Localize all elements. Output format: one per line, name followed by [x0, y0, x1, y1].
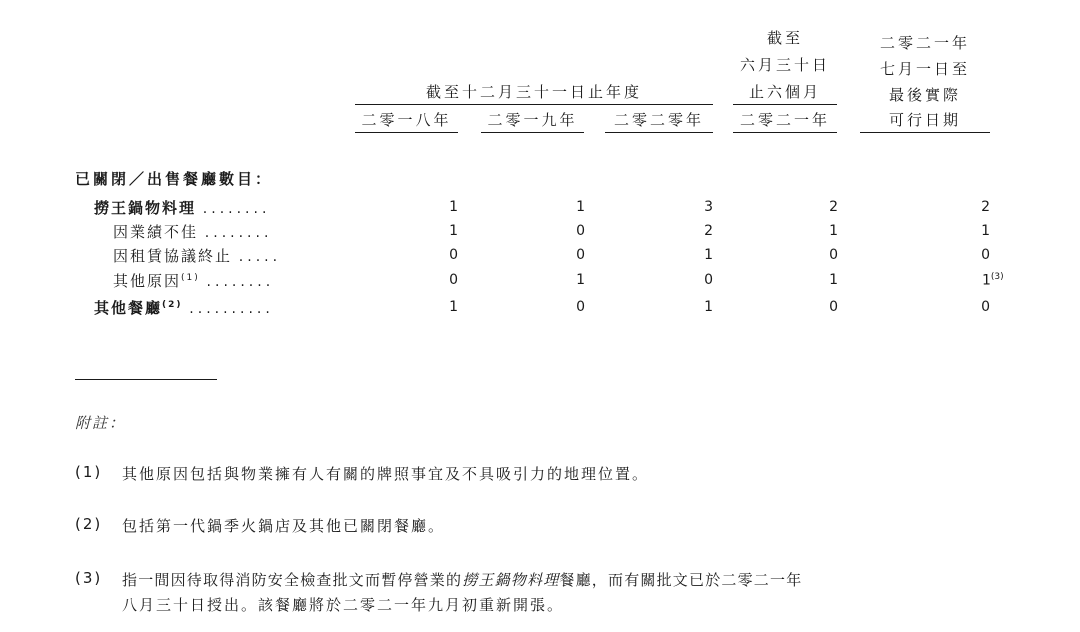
footnote-marker: (1) — [181, 273, 200, 283]
row-label-text: 因業績不佳 — [113, 223, 199, 241]
footnote-3-text — [122, 569, 802, 590]
table-row-label — [113, 270, 274, 291]
table-cell: 1 — [576, 272, 585, 288]
table-cell: 0 — [829, 247, 838, 263]
header-2019: 二零一九年 — [481, 109, 584, 133]
latest-date-header-line1: 二零二一年 — [879, 34, 970, 52]
leader-dots: ........ — [204, 225, 273, 241]
leader-dots: ........ — [206, 274, 275, 290]
six-months-header-line3: 止六個月 — [733, 81, 837, 105]
table-cell: 1 — [829, 272, 838, 288]
footnote-marker: (2) — [162, 300, 183, 310]
table-cell: 0 — [829, 299, 838, 315]
footnote-1-marker: (1) — [75, 463, 103, 481]
year-ended-group-header: 截至十二月三十一日止年度 — [355, 81, 713, 105]
table-cell: 1 — [704, 247, 713, 263]
table-cell: 0 — [449, 272, 458, 288]
table-cell: 1 — [704, 299, 713, 315]
table-cell: 1 — [981, 223, 990, 239]
header-2018: 二零一八年 — [355, 109, 458, 133]
table-cell: 1 — [449, 199, 458, 215]
six-months-header-line2: 六月三十日 — [739, 56, 830, 74]
table-cell: 1 — [449, 223, 458, 239]
footnote-1-text: 其他原因包括與物業擁有人有關的牌照事宜及不具吸引力的地理位置。 — [122, 465, 650, 483]
table-cell: 2 — [829, 199, 838, 215]
section-title: 已關閉／出售餐廳數目： — [75, 170, 274, 188]
header-2021: 二零二一年 — [733, 109, 837, 133]
row-label-text: 因租賃協議終止 — [113, 247, 233, 265]
table-cell: 0 — [981, 299, 990, 315]
notes-title: 附註： — [75, 414, 127, 432]
six-months-header-line1: 截至 — [766, 29, 803, 47]
cell-value: 1 — [982, 272, 991, 289]
table-cell — [982, 272, 1004, 289]
table-cell: 0 — [704, 272, 713, 288]
table-row-label — [94, 197, 270, 218]
table-cell: 1 — [449, 299, 458, 315]
footnote-2-text: 包括第一代鍋季火鍋店及其他已關閉餐廳。 — [122, 517, 446, 535]
table-cell: 0 — [449, 247, 458, 263]
row-label-text: 其他原因 — [113, 272, 182, 290]
notes-divider — [75, 379, 217, 380]
header-2020: 二零二零年 — [605, 109, 713, 133]
table-row-label — [113, 245, 281, 266]
table-cell: 1 — [829, 223, 838, 239]
footnote-2-marker: (2) — [75, 515, 103, 533]
table-cell: 0 — [576, 299, 585, 315]
table-row-label — [94, 297, 274, 318]
leader-dots: ........ — [202, 201, 271, 217]
leader-dots: .......... — [189, 301, 274, 317]
row-label-text: 其他餐廳 — [94, 299, 163, 317]
table-cell: 1 — [576, 199, 585, 215]
footnote-3-brand: 撈王鍋物料理 — [462, 571, 560, 589]
footnote-3-part-a: 指一間因待取得消防安全檢查批文而暫停營業的 — [122, 571, 463, 589]
latest-date-header-line3: 最後實際 — [888, 86, 961, 104]
row-label-text: 撈王鍋物料理 — [94, 199, 197, 217]
table-cell: 0 — [576, 247, 585, 263]
footnote-3-text-line2: 八月三十日授出。該餐廳將於二零二一年九月初重新開張。 — [122, 596, 565, 614]
leader-dots: ..... — [238, 249, 282, 265]
footnote-marker: (3) — [990, 272, 1004, 282]
latest-date-header-line4: 可行日期 — [860, 109, 990, 133]
table-cell: 3 — [704, 199, 713, 215]
table-row-label — [113, 221, 272, 242]
footnote-3-marker: (3) — [75, 569, 103, 587]
table-cell: 0 — [576, 223, 585, 239]
table-cell: 2 — [704, 223, 713, 239]
footnote-3-part-b: 餐廳，而有關批文已於二零二一年 — [559, 571, 803, 589]
latest-date-header-line2: 七月一日至 — [879, 60, 970, 78]
table-cell: 0 — [981, 247, 990, 263]
table-cell: 2 — [981, 199, 990, 215]
